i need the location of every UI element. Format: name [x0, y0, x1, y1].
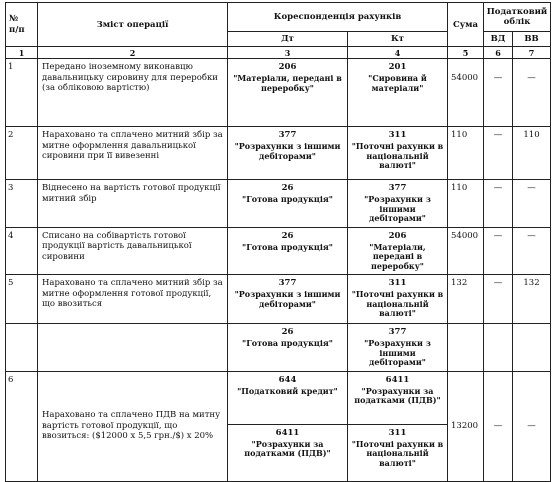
col-num: 3 [228, 47, 348, 59]
debit-name: "Готова продукція" [242, 241, 333, 252]
credit-code: 206 [388, 230, 407, 241]
sum-value: 13200 [448, 371, 484, 481]
credit-name: "Розрахунки за податками (ПДВ)" [354, 385, 441, 405]
credit-name: "Матеріали, передані в переробку" [369, 241, 426, 271]
credit-name: "Розрахунки з іншими дебіторами" [364, 194, 431, 223]
header-dt: Дт [228, 32, 348, 47]
credit-code: 311 [388, 130, 407, 140]
debit-code: 26 [281, 327, 294, 337]
table-row [6, 59, 551, 127]
row-number-empty [6, 324, 38, 372]
header-operation: Зміст операції [38, 3, 228, 47]
sum-value: 54000 [448, 59, 484, 127]
credit-account [348, 371, 448, 424]
row-number: 1 [6, 59, 38, 127]
col-num: 5 [448, 47, 484, 59]
credit-name: "Поточні рахунки в національній валюті" [351, 141, 444, 170]
debit-name: "Податковий кредит" [237, 385, 338, 396]
debit-name: "Матеріали, передані в переробку" [233, 73, 342, 93]
operation-text: Нараховано та сплачено ПДВ на митну вартість готової продукції, що ввозиться: ($12000 х 5,5 грн./$) х 20% [38, 371, 228, 481]
credit-account [348, 275, 448, 324]
tax-vv: — [513, 180, 551, 228]
credit-name: "Сировина й матеріали" [368, 73, 427, 93]
header-correspondence: Кореспонденція рахунків [228, 3, 448, 32]
debit-code: 26 [281, 183, 294, 193]
row-number: 2 [6, 127, 38, 180]
table-row [6, 324, 551, 372]
credit-name: "Поточні рахунки в національній валюті" [351, 289, 444, 318]
credit-code: 201 [388, 62, 407, 72]
credit-account [348, 324, 448, 372]
sum-value: 110 [448, 180, 484, 228]
debit-account [228, 227, 348, 275]
credit-account [348, 59, 448, 127]
sum-value: 110 [448, 127, 484, 180]
tax-vv: — [513, 227, 551, 275]
tax-vv-empty [513, 324, 551, 372]
tax-vv: 110 [513, 127, 551, 180]
tax-vd: — [484, 275, 513, 324]
credit-code: 6411 [385, 374, 410, 385]
table-row [6, 275, 551, 324]
debit-account [228, 324, 348, 372]
debit-name: "Готова продукція" [242, 338, 333, 348]
row-number: 5 [6, 275, 38, 324]
row-number: 3 [6, 180, 38, 228]
credit-code: 377 [388, 327, 407, 337]
credit-account [348, 180, 448, 228]
operation-text-empty [38, 324, 228, 372]
tax-vd: — [484, 59, 513, 127]
tax-vv: — [513, 371, 551, 481]
accounting-table [5, 2, 551, 482]
debit-code: 377 [278, 130, 297, 140]
sum-empty [448, 324, 484, 372]
sum-value: 54000 [448, 227, 484, 275]
operation-text: Нараховано та сплачено митний збір за митне оформлення готової продукції, що ввозиться [38, 275, 228, 324]
credit-code: 377 [388, 183, 407, 193]
col-num: 6 [484, 47, 513, 59]
debit-code: 377 [278, 278, 297, 288]
column-numbers-row [6, 47, 551, 59]
debit-code: 26 [281, 230, 294, 241]
header-vd: ВД [484, 32, 513, 47]
debit-name: "Готова продукція" [242, 194, 333, 204]
header-sum: Сума [448, 3, 484, 47]
col-num: 4 [348, 47, 448, 59]
tax-vv: 132 [513, 275, 551, 324]
credit-code: 311 [388, 278, 407, 288]
table-row [6, 371, 551, 424]
credit-name: "Розрахунки з іншими дебіторами" [364, 338, 431, 367]
debit-account [228, 275, 348, 324]
sum-value: 132 [448, 275, 484, 324]
header-vv: ВВ [513, 32, 551, 47]
col-num: 1 [6, 47, 38, 59]
row-number: 6 [6, 371, 38, 481]
debit-code: 644 [278, 374, 297, 385]
tax-vd: — [484, 127, 513, 180]
debit-account [228, 59, 348, 127]
operation-text: Списано на собівартість готової продукції вартість давальницької сировини [38, 227, 228, 275]
header-row-1 [6, 3, 551, 32]
credit-account [348, 127, 448, 180]
credit-code: 311 [388, 427, 407, 438]
debit-account [228, 180, 348, 228]
operation-text: Нараховано та сплачено митний збір за митне оформлення давальницької сировини при її вивезенні [38, 127, 228, 180]
table-row [6, 227, 551, 275]
debit-account [228, 424, 348, 481]
tax-vd-empty [484, 324, 513, 372]
debit-account [228, 127, 348, 180]
row-number: 4 [6, 227, 38, 275]
debit-code: 6411 [275, 427, 300, 438]
col-num: 7 [513, 47, 551, 59]
credit-account [348, 424, 448, 481]
debit-account [228, 371, 348, 424]
col-num: 2 [38, 47, 228, 59]
debit-name: "Розрахунки з іншими дебіторами" [234, 289, 341, 309]
debit-name: "Розрахунки з іншими дебіторами" [234, 141, 341, 161]
header-num: № п/п [6, 3, 38, 47]
table-row [6, 127, 551, 180]
tax-vv: — [513, 59, 551, 127]
table-row [6, 180, 551, 228]
credit-account [348, 227, 448, 275]
tax-vd: — [484, 227, 513, 275]
operation-text: Віднесено на вартість готової продукції митний збір [38, 180, 228, 228]
tax-vd: — [484, 371, 513, 481]
tax-vd: — [484, 180, 513, 228]
operation-text: Передано іноземному виконавцю давальницьку сировину для переробки (за обліковою вартістю) [38, 59, 228, 127]
debit-name: "Розрахунки за податками (ПДВ)" [244, 438, 331, 458]
header-tax: Податковий облік [484, 3, 551, 32]
credit-name: "Поточні рахунки в національній валюті" [351, 438, 444, 468]
debit-code: 206 [278, 62, 297, 72]
header-kt: Кт [348, 32, 448, 47]
